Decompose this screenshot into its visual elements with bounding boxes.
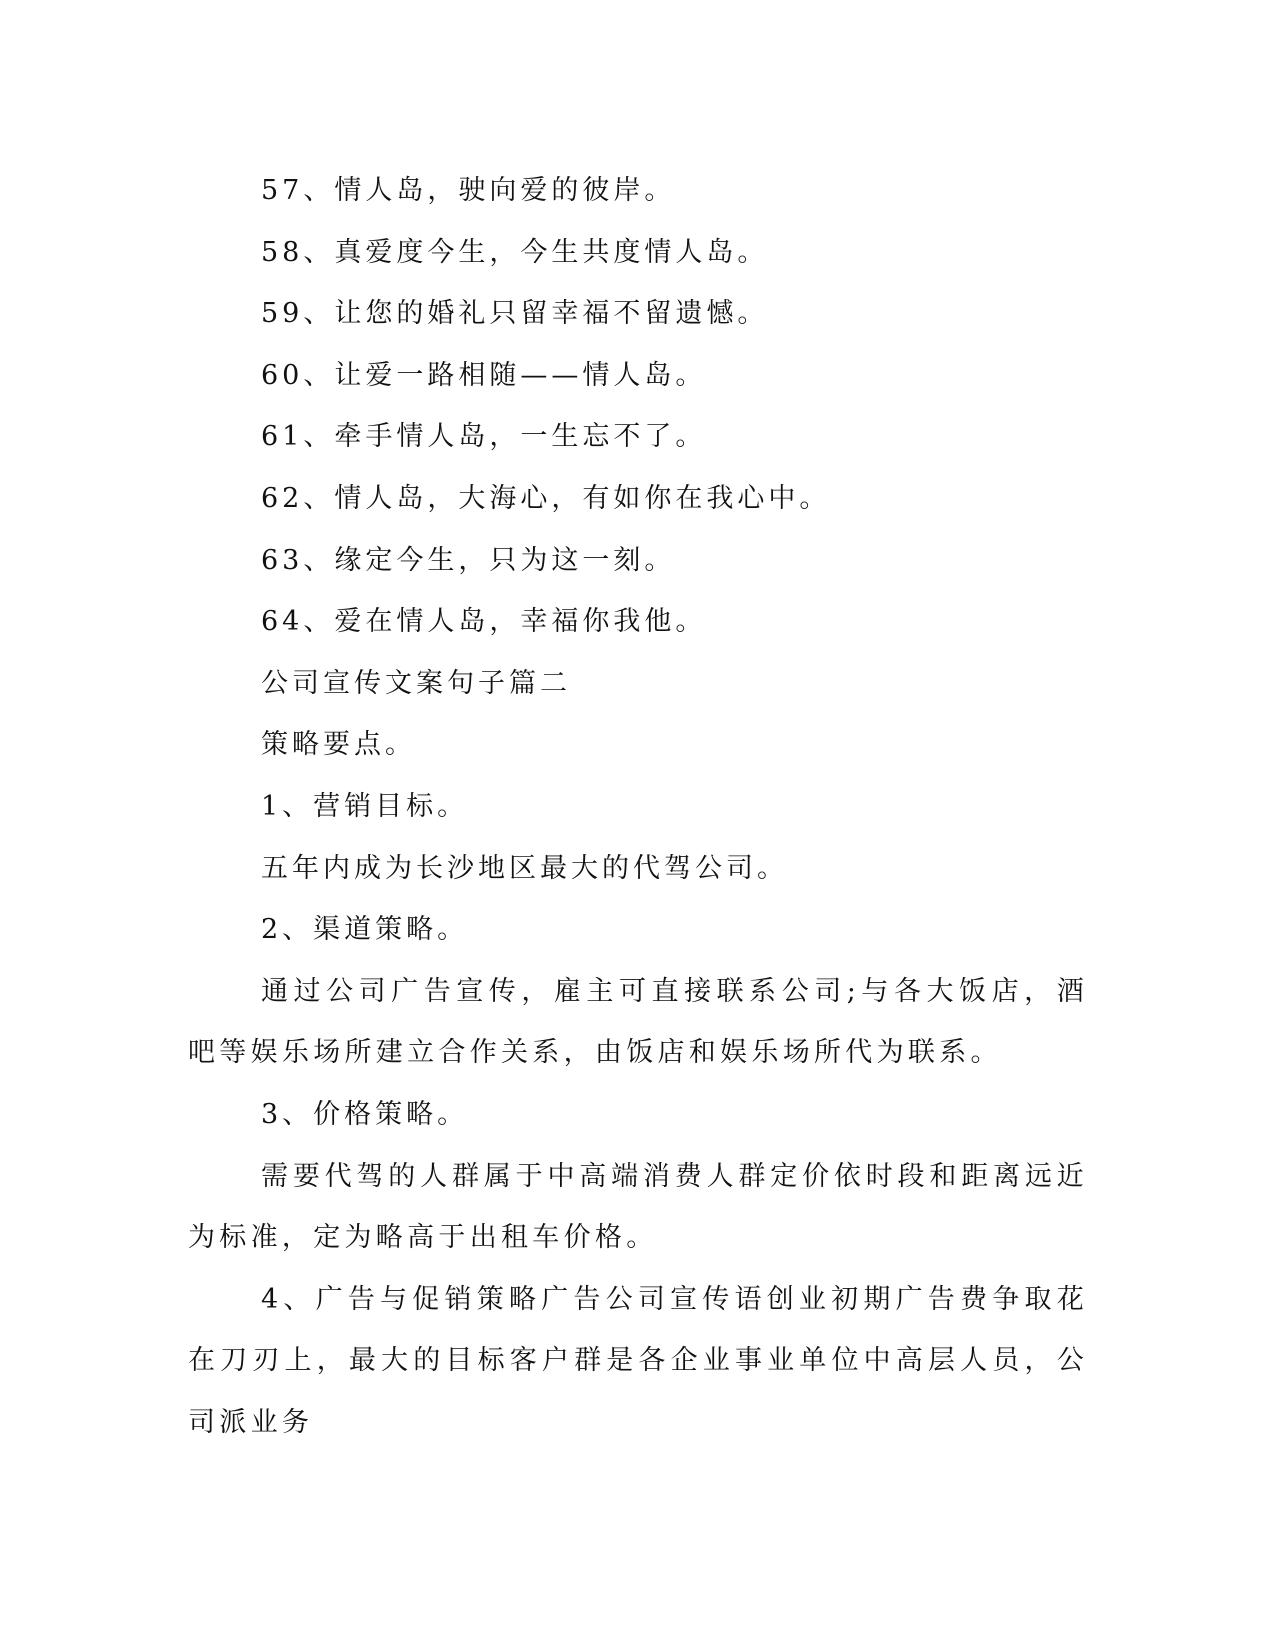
channel-strategy-paragraph: 通过公司广告宣传，雇主可直接联系公司;与各大饭店，酒吧等娱乐场所建立合作关系，由饭店和娱乐场所代为联系。 <box>188 975 1088 1069</box>
slogan-62: 62、情人岛，大海心，有如你在我心中。 <box>261 482 831 514</box>
slogan-61: 61、牵手情人岛，一生忘不了。 <box>261 421 707 453</box>
slogan-57: 57、情人岛，驶向爱的彼岸。 <box>261 175 676 206</box>
marketing-goal-text: 五年内成为长沙地区最大的代驾公司。 <box>261 852 788 884</box>
slogan-64: 64、爱在情人岛，幸福你我他。 <box>261 606 707 638</box>
slogan-63: 63、缘定今生，只为这一刻。 <box>261 544 676 576</box>
price-strategy-paragraph: 需要代驾的人群属于中高端消费人群定价依时段和距离远近为标准，定为略高于出租车价格。 <box>188 1160 1088 1254</box>
document-body <box>188 160 1088 1453</box>
section-heading: 公司宣传文案句子篇二 <box>261 667 571 699</box>
price-strategy-heading: 3、价格策略。 <box>261 1098 469 1130</box>
slogan-59: 59、让您的婚礼只留幸福不留遗憾。 <box>261 298 769 330</box>
channel-strategy-heading: 2、渠道策略。 <box>261 914 469 946</box>
ad-strategy-paragraph: 4、广告与促销策略广告公司宣传语创业初期广告费争取花在刀刃上，最大的目标客户群是各企业事业单位中高层人员，公司派业务 <box>188 1283 1088 1438</box>
strategy-heading: 策略要点。 <box>261 729 416 761</box>
slogan-58: 58、真爱度今生，今生共度情人岛。 <box>261 236 769 268</box>
slogan-60: 60、让爱一路相随——情人岛。 <box>261 359 707 391</box>
marketing-goal-heading: 1、营销目标。 <box>261 790 469 822</box>
